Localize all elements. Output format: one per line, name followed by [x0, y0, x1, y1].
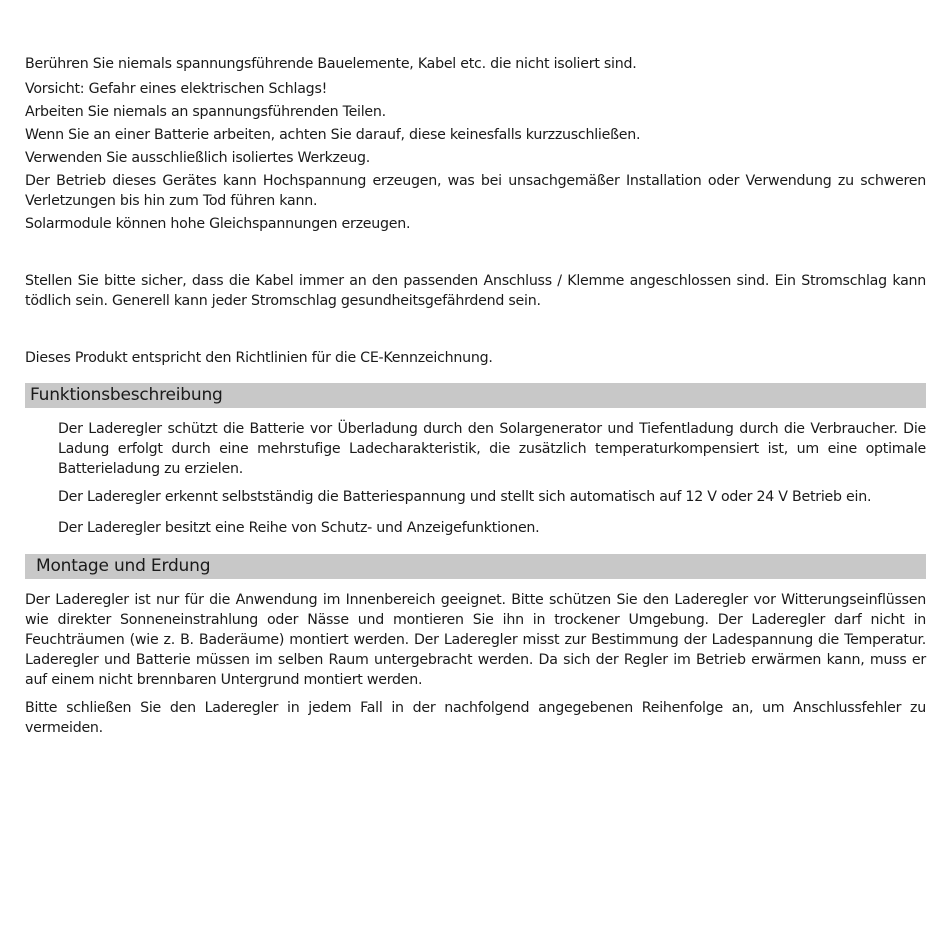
function-paragraph-voltage-detection: Der Laderegler erkennt selbstständig die Batteriespannung und stellt sich automatisch auf 12 V oder 24 V Betrieb ein. — [58, 489, 872, 505]
ce-notice: Dieses Produkt entspricht den Richtlinien für die CE-Kennzeichnung. — [25, 350, 493, 366]
safety-line-solar-dc: Solarmodule können hohe Gleichspannungen erzeugen. — [25, 216, 411, 232]
cable-notice: Stellen Sie bitte sicher, dass die Kabel immer an den passenden Anschluss / Klemme angeschlossen sind. Ein Stromschlag kann tödlich sein. Generell kann jeder Stromschlag gesundheitsgefährdend sein. — [25, 273, 926, 309]
section-heading-function: Funktionsbeschreibung — [25, 383, 926, 408]
safety-line-shock-warning: Vorsicht: Gefahr eines elektrischen Schlags! — [25, 81, 328, 97]
safety-line-live-parts: Arbeiten Sie niemals an spannungsführenden Teilen. — [25, 104, 386, 120]
mounting-paragraph-connection-order: Bitte schließen Sie den Laderegler in jedem Fall in der nachfolgend angegebenen Reihenfolge an, um Anschlussfehler zu vermeiden. — [25, 700, 926, 736]
mounting-paragraph-location: Der Laderegler ist nur für die Anwendung im Innenbereich geeignet. Bitte schützen Sie den Laderegler vor Witterungseinflüssen wie direkter Sonneneinstrahlung oder Nässe und montieren Sie ihn in trockener Umgebung. Der Laderegler darf nicht in Feuchträumen (wie z. B. Baderäume) montiert werden. Der Laderegler misst zur Bestimmung der Ladespannung die Temperatur. Laderegler und Batterie müssen im selben Raum untergebracht werden. Da sich der Regler im Betrieb erwärmen kann, muss er auf einem nicht brennbaren Untergrund montiert werden. — [25, 592, 926, 688]
safety-line-insulated-tools: Verwenden Sie ausschließlich isoliertes Werkzeug. — [25, 150, 370, 166]
safety-line-untouchable-components: Berühren Sie niemals spannungsführende Bauelemente, Kabel etc. die nicht isoliert sind. — [25, 56, 637, 72]
section-heading-mounting: Montage und Erdung — [25, 554, 926, 579]
function-paragraph-charging: Der Laderegler schützt die Batterie vor Überladung durch den Solargenerator und Tiefentladung durch die Verbraucher. Die Ladung erfolgt durch eine mehrstufige Ladecharakteristik, die zusätzlich temperaturkompensiert ist, um eine optimale Batterieladung zu erzielen. — [58, 421, 926, 477]
function-paragraph-protection: Der Laderegler besitzt eine Reihe von Schutz- und Anzeigefunktionen. — [58, 520, 540, 536]
safety-line-battery-short: Wenn Sie an einer Batterie arbeiten, achten Sie darauf, diese keinesfalls kurzzuschließen. — [25, 127, 641, 143]
safety-line-high-voltage: Der Betrieb dieses Gerätes kann Hochspannung erzeugen, was bei unsachgemäßer Installation oder Verwendung zu schweren Verletzungen bis hin zum Tod führen kann. — [25, 173, 926, 209]
section-body-function — [25, 419, 926, 538]
document-page — [25, 54, 926, 738]
